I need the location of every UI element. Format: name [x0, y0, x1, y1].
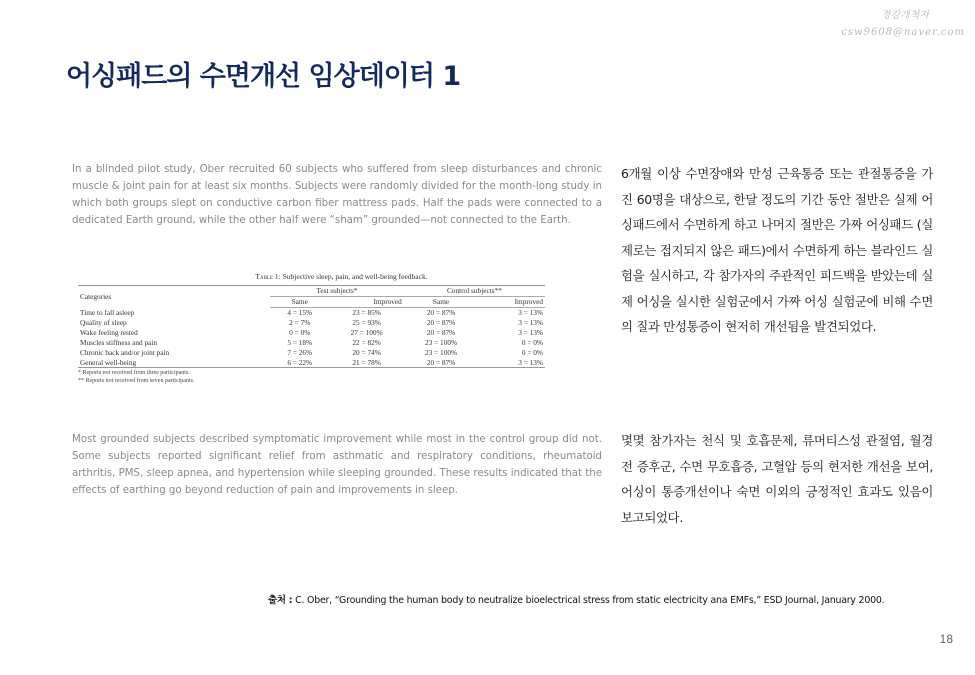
row-category: Chronic back and/or joint pain — [80, 347, 170, 357]
header-categories: Categories — [80, 291, 112, 301]
results-table-figure — [78, 272, 545, 385]
watermark — [841, 6, 965, 38]
control-same-cell: 23 = 100% — [424, 347, 458, 357]
control-same-cell: 20 = 87% — [426, 357, 456, 367]
footnote-control: ** Reports not received from seven participants. — [78, 378, 195, 385]
test-improved-cell: 22 = 82% — [352, 337, 381, 347]
source-label: 출처 : — [268, 595, 293, 606]
watermark-name: 경강개척자 — [880, 10, 929, 21]
control-improved-cell: 0 = 0% — [521, 347, 543, 357]
control-improved-cell: 3 = 13% — [518, 317, 543, 327]
page-title: 어싱패드의 수면개선 임상데이터 1 — [66, 61, 461, 92]
test-improved-cell: 27 = 100% — [350, 327, 383, 337]
korean-paragraph-results: 몇몇 참가자는 천식 및 호흡문제, 류머티스성 관절염, 월경전 증후군, 수면 무호흡증, 고혈압 등의 현저한 개선을 보여, 어싱이 통증개선이나 숙면 이외의 긍정적인 효과도 있음이 보고되었다. — [621, 433, 933, 525]
test-same-cell: 6 = 22% — [287, 357, 313, 367]
header-test-same: Same — [270, 297, 329, 308]
header-test-subjects: Test subjects* — [270, 286, 404, 297]
control-same-cell: 23 = 100% — [424, 337, 458, 347]
header-control-same: Same — [404, 297, 478, 308]
control-improved-cell: 0 = 0% — [521, 337, 543, 347]
test-same-cell: 4 = 15% — [287, 308, 313, 317]
test-same-cell: 0 = 0% — [289, 327, 311, 337]
test-improved-cell: 20 = 74% — [352, 347, 381, 357]
table-row — [78, 338, 545, 348]
row-category: Quality of sleep — [80, 317, 127, 327]
table-footnotes — [78, 369, 545, 385]
control-improved-cell: 3 = 13% — [518, 308, 543, 317]
control-same-cell: 20 = 87% — [426, 317, 456, 327]
control-same-cell: 20 = 87% — [426, 327, 456, 337]
row-category: Muscles stiffness and pain — [80, 337, 158, 347]
page-number: 18 — [939, 632, 953, 646]
footnote-test: * Reports not received from three participants. — [78, 370, 190, 377]
table-caption-text: Subjective sleep, pain, and well-being feedback. — [282, 272, 428, 281]
korean-paragraph-study: 6개월 이상 수면장애와 만성 근육통증 또는 관절통증을 가진 60명을 대상으로, 한달 정도의 기간 동안 절반은 실제 어싱패드에서 수면하게 하고 나머지 절반은 가짜 어싱패드 (실제로는 접지되지 않은 패드)에서 수면하게 하는 블라인드 실험을 실시하고, 각 참가자의 주관적인 피드백을 받았는데 실제 어싱을 실시한 실험군에서 가짜 어싱 실험군에 비해 수면의 질과 만성통증이 현저히 개선됨을 발견되었다. — [621, 166, 933, 334]
watermark-email: csw9608@naver.com — [841, 27, 965, 38]
english-paragraph-results: Most grounded subjects described symptomatic improvement while most in the control group did not. Some subjects reported significant relief from asthmatic and respiratory conditions, rheumatoid arthritis, PMS, sleep apnea, and hypertension while sleeping grounded. These results indicated that the effects of earthing go beyond reduction of pain and improvements in sleep. — [72, 434, 602, 496]
row-category: Time to fall asleep — [80, 307, 135, 317]
table-row — [78, 308, 545, 318]
header-test-improved: Improved — [329, 297, 403, 308]
test-improved-cell: 21 = 78% — [352, 357, 381, 367]
table-row — [78, 318, 545, 328]
table-row — [78, 328, 545, 338]
source-citation — [268, 592, 884, 606]
table-caption — [78, 272, 545, 281]
english-paragraph-study: In a blinded pilot study, Ober recruited 60 subjects who suffered from sleep disturbances and chronic muscle & joint pain for at least six months. Subjects were randomly divided for the month-long study in which both groups slept on conductive carbon fiber mattress pads. Half the pads were connected to a dedicated Earth ground, while the other half were “sham” grounded—not connected to the Earth. — [72, 164, 602, 226]
table-row — [78, 358, 545, 368]
test-improved-cell: 23 = 85% — [352, 308, 381, 317]
header-control-subjects: Control subjects** — [404, 286, 545, 297]
test-same-cell: 7 = 26% — [287, 347, 313, 357]
control-improved-cell: 3 = 13% — [518, 357, 543, 367]
test-improved-cell: 25 = 93% — [352, 317, 381, 327]
header-control-improved: Improved — [478, 297, 545, 308]
source-text: C. Ober, “Grounding the human body to neutralize bioelectrical stress from static electricity ana EMFs,” ESD Journal, January 2000. — [295, 595, 885, 606]
row-category: Wake feeling rested — [80, 327, 138, 337]
table-row — [78, 348, 545, 358]
control-improved-cell: 3 = 13% — [518, 327, 543, 337]
test-same-cell: 2 = 7% — [289, 317, 311, 327]
row-category: General well-being — [80, 357, 137, 367]
test-same-cell: 5 = 18% — [287, 337, 313, 347]
control-same-cell: 20 = 87% — [426, 308, 456, 317]
results-table — [78, 285, 545, 368]
table-caption-label: Table 1: — [255, 272, 281, 281]
